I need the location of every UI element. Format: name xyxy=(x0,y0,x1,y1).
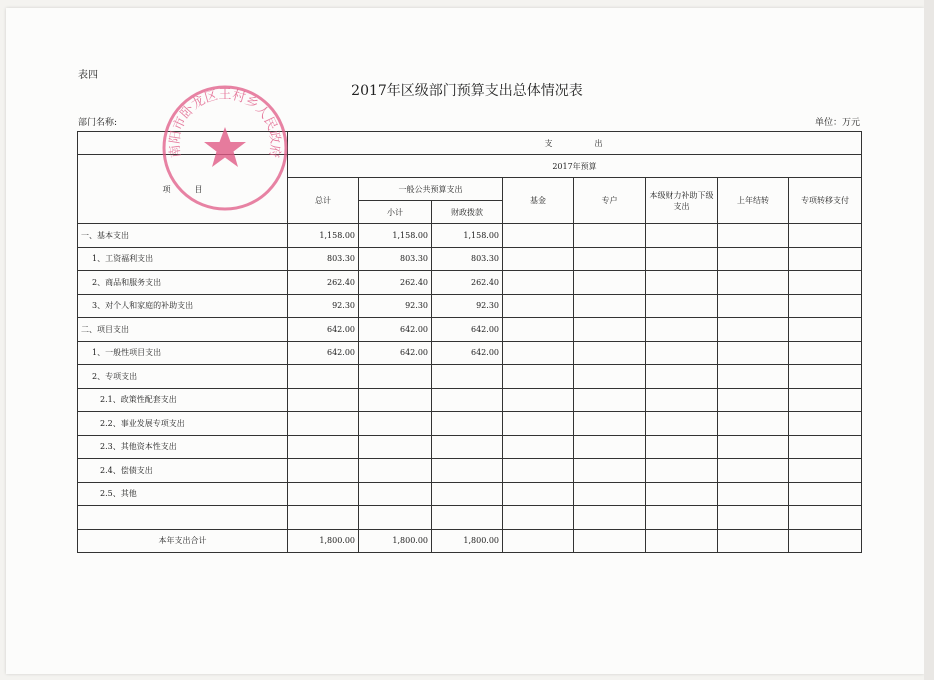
cell-total: 92.30 xyxy=(288,294,359,318)
cell-total xyxy=(288,459,359,483)
cell-subtotal xyxy=(359,412,432,436)
svg-text:南阳市卧龙区王村乡人民政府: 南阳市卧龙区王村乡人民政府 xyxy=(167,87,283,159)
cell-subtotal xyxy=(359,459,432,483)
cell-empty xyxy=(574,271,646,295)
cell-fiscal: 1,800.00 xyxy=(432,529,503,553)
cell-empty xyxy=(503,318,574,342)
row-name xyxy=(78,506,288,530)
cell-fiscal: 262.40 xyxy=(432,271,503,295)
cell-fiscal xyxy=(432,412,503,436)
cell-empty xyxy=(503,506,574,530)
cell-empty xyxy=(789,388,862,412)
row-name: 2、商品和服务支出 xyxy=(78,271,288,295)
cell-empty xyxy=(574,247,646,271)
cell-fiscal xyxy=(432,482,503,506)
cell-empty xyxy=(574,365,646,389)
cell-total xyxy=(288,388,359,412)
cell-subtotal xyxy=(359,365,432,389)
cell-empty xyxy=(789,318,862,342)
cell-total: 262.40 xyxy=(288,271,359,295)
row-name: 2.2、事业发展专项支出 xyxy=(78,412,288,436)
cell-total: 642.00 xyxy=(288,318,359,342)
header-xiangmu: 项 目 xyxy=(78,155,288,224)
row-name: 2.4、偿债支出 xyxy=(78,459,288,483)
header-fund: 基金 xyxy=(503,178,574,224)
header-total: 总计 xyxy=(288,178,359,224)
cell-empty xyxy=(718,529,789,553)
form-label: 表四 xyxy=(78,70,98,81)
cell-empty xyxy=(646,224,718,248)
table-row xyxy=(78,247,862,271)
cell-empty xyxy=(789,271,862,295)
cell-empty xyxy=(718,224,789,248)
cell-empty xyxy=(789,435,862,459)
cell-empty xyxy=(503,412,574,436)
cell-total: 642.00 xyxy=(288,341,359,365)
cell-empty xyxy=(718,294,789,318)
cell-subtotal xyxy=(359,435,432,459)
cell-subtotal: 803.30 xyxy=(359,247,432,271)
table-row xyxy=(78,459,862,483)
table-row xyxy=(78,435,862,459)
cell-empty xyxy=(574,341,646,365)
cell-fiscal: 642.00 xyxy=(432,318,503,342)
row-name: 3、对个人和家庭的补助支出 xyxy=(78,294,288,318)
cell-empty xyxy=(503,459,574,483)
cell-empty xyxy=(503,247,574,271)
cell-empty xyxy=(789,341,862,365)
cell-empty xyxy=(646,529,718,553)
cell-empty xyxy=(646,459,718,483)
unit-label: 单位：万元 xyxy=(814,118,860,128)
scan-edge xyxy=(924,0,934,680)
table-row xyxy=(78,271,862,295)
cell-empty xyxy=(503,271,574,295)
cell-empty xyxy=(646,341,718,365)
cell-empty xyxy=(574,435,646,459)
cell-empty xyxy=(503,435,574,459)
table-row xyxy=(78,224,862,248)
header-special: 专户 xyxy=(574,178,646,224)
cell-fiscal xyxy=(432,388,503,412)
cell-empty xyxy=(646,435,718,459)
cell-empty xyxy=(789,294,862,318)
cell-empty xyxy=(646,271,718,295)
cell-total xyxy=(288,365,359,389)
cell-empty xyxy=(718,459,789,483)
header-subtotal: 小计 xyxy=(359,201,432,224)
cell-empty xyxy=(789,412,862,436)
cell-total xyxy=(288,412,359,436)
cell-empty xyxy=(503,529,574,553)
cell-subtotal: 262.40 xyxy=(359,271,432,295)
row-name: 2.5、其他 xyxy=(78,482,288,506)
cell-empty xyxy=(718,388,789,412)
cell-empty xyxy=(718,506,789,530)
table-row xyxy=(78,365,862,389)
cell-empty xyxy=(574,294,646,318)
cell-empty xyxy=(718,318,789,342)
row-name: 2.3、其他资本性支出 xyxy=(78,435,288,459)
cell-empty xyxy=(574,412,646,436)
header-budget-year: 2017年预算 xyxy=(288,155,862,178)
cell-subtotal: 92.30 xyxy=(359,294,432,318)
cell-empty xyxy=(718,247,789,271)
header-subsidy: 本级财力补助下级支出 xyxy=(646,178,718,224)
cell-empty xyxy=(789,459,862,483)
cell-fiscal xyxy=(432,506,503,530)
cell-empty xyxy=(718,365,789,389)
cell-empty xyxy=(718,482,789,506)
cell-empty xyxy=(718,271,789,295)
table-row xyxy=(78,388,862,412)
cell-empty xyxy=(789,224,862,248)
cell-empty xyxy=(718,435,789,459)
cell-subtotal: 1,800.00 xyxy=(359,529,432,553)
cell-empty xyxy=(503,365,574,389)
cell-empty xyxy=(503,224,574,248)
cell-total xyxy=(288,482,359,506)
cell-total xyxy=(288,506,359,530)
cell-empty xyxy=(646,247,718,271)
cell-subtotal xyxy=(359,482,432,506)
cell-fiscal: 1,158.00 xyxy=(432,224,503,248)
table-row xyxy=(78,506,862,530)
header-fiscal: 财政拨款 xyxy=(432,201,503,224)
cell-fiscal xyxy=(432,459,503,483)
cell-subtotal xyxy=(359,506,432,530)
cell-empty xyxy=(574,506,646,530)
table-row xyxy=(78,482,862,506)
row-name-total: 本年支出合计 xyxy=(78,529,288,553)
cell-total xyxy=(288,435,359,459)
cell-total: 1,158.00 xyxy=(288,224,359,248)
table-row xyxy=(78,294,862,318)
header-carryover: 上年结转 xyxy=(718,178,789,224)
cell-empty xyxy=(503,294,574,318)
cell-empty xyxy=(789,529,862,553)
cell-empty xyxy=(789,482,862,506)
row-name: 二、项目支出 xyxy=(78,318,288,342)
page-title: 2017年区级部门预算支出总体情况表 xyxy=(351,83,583,99)
cell-subtotal: 1,158.00 xyxy=(359,224,432,248)
cell-empty xyxy=(646,318,718,342)
dept-label: 部门名称: xyxy=(78,118,118,128)
cell-subtotal xyxy=(359,388,432,412)
row-name: 2.1、政策性配套支出 xyxy=(78,388,288,412)
cell-empty xyxy=(718,341,789,365)
cell-empty xyxy=(503,388,574,412)
row-name: 2、专项支出 xyxy=(78,365,288,389)
cell-empty xyxy=(503,341,574,365)
header-general: 一般公共预算支出 xyxy=(359,178,503,201)
table-row xyxy=(78,412,862,436)
cell-empty xyxy=(503,482,574,506)
cell-empty xyxy=(789,247,862,271)
cell-empty xyxy=(574,388,646,412)
cell-empty xyxy=(646,365,718,389)
cell-empty xyxy=(646,388,718,412)
row-name: 1、工资福利支出 xyxy=(78,247,288,271)
cell-empty xyxy=(789,506,862,530)
cell-empty xyxy=(574,318,646,342)
cell-total: 1,800.00 xyxy=(288,529,359,553)
cell-empty xyxy=(646,412,718,436)
row-name: 一、基本支出 xyxy=(78,224,288,248)
cell-empty xyxy=(574,459,646,483)
cell-fiscal xyxy=(432,435,503,459)
cell-empty xyxy=(646,482,718,506)
cell-fiscal: 803.30 xyxy=(432,247,503,271)
cell-empty xyxy=(718,412,789,436)
cell-empty xyxy=(646,294,718,318)
cell-fiscal: 642.00 xyxy=(432,341,503,365)
cell-fiscal xyxy=(432,365,503,389)
cell-subtotal: 642.00 xyxy=(359,318,432,342)
table-row xyxy=(78,341,862,365)
cell-empty xyxy=(574,224,646,248)
cell-empty xyxy=(574,482,646,506)
cell-total: 803.30 xyxy=(288,247,359,271)
official-seal-icon xyxy=(160,83,290,213)
row-name: 1、一般性项目支出 xyxy=(78,341,288,365)
cell-fiscal: 92.30 xyxy=(432,294,503,318)
header-zhichu: 支 出 xyxy=(288,132,862,155)
cell-empty xyxy=(574,529,646,553)
cell-empty xyxy=(789,365,862,389)
cell-subtotal: 642.00 xyxy=(359,341,432,365)
header-transfer: 专项转移支付 xyxy=(789,178,862,224)
table-row xyxy=(78,318,862,342)
cell-empty xyxy=(646,506,718,530)
table-row-total xyxy=(78,529,862,553)
